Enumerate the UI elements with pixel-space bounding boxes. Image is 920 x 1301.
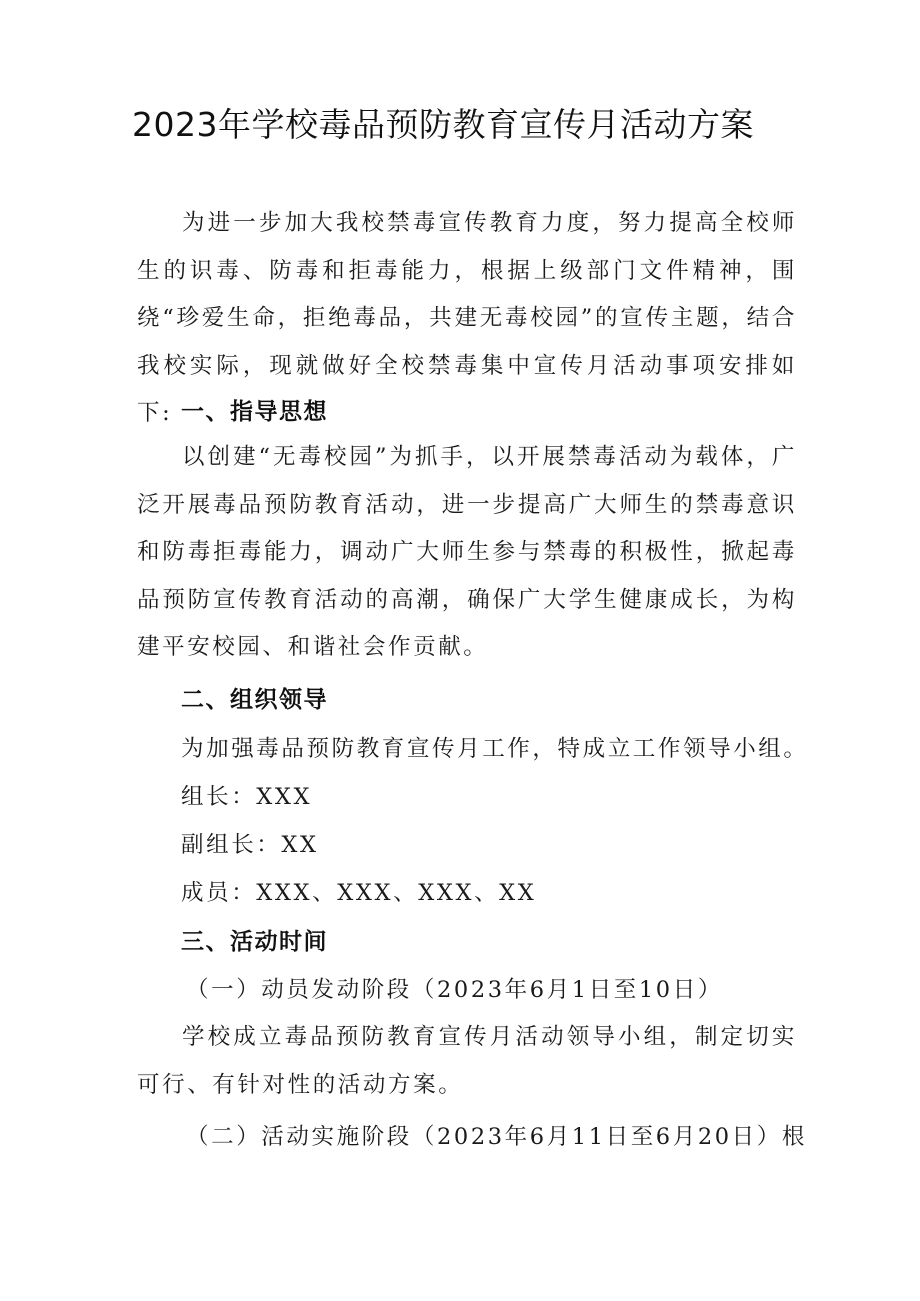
section-heading-activity-time: 三、活动时间 (181, 929, 328, 955)
members-line: 成员：XXX、XXX、XXX、XX (181, 880, 537, 906)
stage-one-paragraph: 学校成立毒品预防教育宣传月活动领导小组，制定切实可行、有针对性的活动方案。 (137, 1024, 797, 1098)
deputy-leader-line: 副组长：XX (181, 832, 319, 858)
intro-paragraph: 为进一步加大我校禁毒宣传教育力度，努力提高全校师生的识毒、防毒和拒毒能力，根据上级部门文件精神，围绕“珍爱生命，拒绝毒品，共建无毒校园”的宣传主题，结合我校实际，现就做好全校禁毒集中宣传月活动事项安排如下: (137, 210, 797, 426)
stage-one-title: （一）动员发动阶段（2023年6月1日至10日） (186, 977, 723, 1003)
guiding-ideology-paragraph: 以创建“无毒校园”为抓手，以开展禁毒活动为载体，广泛开展毒品预防教育活动，进一步提高广大师生的禁毒意识和防毒拒毒能力，调动广大师生参与禁毒的积极性，掀起毒品预防宣传教育活动的高潮，确保广大学生健康成长，为构建平安校园、和谐社会作贡献。 (137, 444, 797, 660)
stage-two-title: （二）活动实施阶段（2023年6月11日至6月20日）根 (186, 1124, 807, 1150)
section-heading-organization: 二、组织领导 (181, 687, 328, 713)
team-leader-line: 组长：XXX (181, 784, 313, 810)
document-title: 2023年学校毒品预防教育宣传月活动方案 (132, 105, 754, 144)
section-heading-guiding-ideology: 一、指导思想 (181, 399, 328, 425)
organization-intro-line: 为加强毒品预防教育宣传月工作，特成立工作领导小组。 (181, 736, 809, 762)
